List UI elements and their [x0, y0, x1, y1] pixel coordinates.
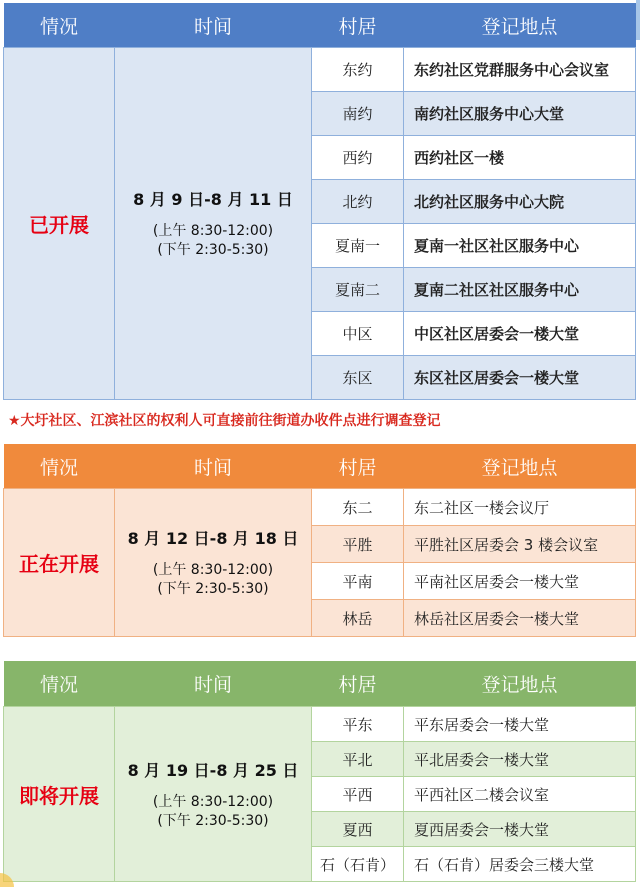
village-cell: 夏西 [312, 812, 404, 847]
village-cell: 中区 [312, 312, 404, 356]
header-location: 登记地点 [404, 3, 636, 48]
location-cell: 夏西居委会一楼大堂 [404, 812, 636, 847]
header-row [4, 3, 636, 48]
village-cell: 平南 [312, 563, 404, 600]
location-cell: 平南社区居委会一楼大堂 [404, 563, 636, 600]
village-cell: 夏南一 [312, 224, 404, 268]
status-cell: 即将开展 [4, 707, 115, 882]
time-pm: (下午 2:30-5:30) [157, 812, 269, 829]
village-cell: 平东 [312, 707, 404, 742]
location-cell: 平东居委会一楼大堂 [404, 707, 636, 742]
location-cell: 西约社区一楼 [404, 136, 636, 180]
header-row [4, 661, 636, 707]
location-cell: 中区社区居委会一楼大堂 [404, 312, 636, 356]
location-cell: 东约社区党群服务中心会议室 [404, 48, 636, 92]
village-cell: 东区 [312, 356, 404, 400]
village-cell: 石（石肯） [312, 847, 404, 882]
edge-decoration [636, 0, 640, 40]
table-row [4, 48, 636, 92]
time-am: (上午 8:30-12:00) [152, 562, 274, 578]
table-row [4, 707, 636, 742]
location-cell: 东二社区一楼会议厅 [404, 489, 636, 526]
village-cell: 林岳 [312, 600, 404, 637]
time-cell [115, 489, 312, 637]
header-time: 时间 [115, 3, 312, 48]
notice-text: ★大圩社区、江滨社区的权利人可直接前往街道办收件点进行调查登记 [8, 413, 441, 429]
location-cell: 夏南二社区社区服务中心 [404, 268, 636, 312]
status-cell: 已开展 [4, 48, 115, 400]
time-cell [115, 707, 312, 882]
village-cell: 平胜 [312, 526, 404, 563]
village-cell: 南约 [312, 92, 404, 136]
date-range: 8 月 9 日-8 月 11 日 [133, 190, 293, 209]
time-am: (上午 8:30-12:00) [152, 793, 274, 810]
header-status: 情况 [4, 3, 115, 48]
location-cell: 南约社区服务中心大堂 [404, 92, 636, 136]
header-time: 时间 [115, 661, 312, 707]
time-pm: (下午 2:30-5:30) [157, 581, 269, 597]
village-cell: 东二 [312, 489, 404, 526]
date-range: 8 月 12 日-8 月 18 日 [127, 529, 299, 548]
village-cell: 东约 [312, 48, 404, 92]
section-upcoming [3, 661, 635, 882]
status-cell: 正在开展 [4, 489, 115, 637]
village-cell: 西约 [312, 136, 404, 180]
village-cell: 北约 [312, 180, 404, 224]
header-status: 情况 [4, 661, 115, 707]
header-row [4, 444, 636, 489]
header-status: 情况 [4, 444, 115, 489]
location-cell: 石（石肯）居委会三楼大堂 [404, 847, 636, 882]
schedule-table-ongoing [3, 444, 636, 637]
header-village: 村居 [312, 661, 404, 707]
section-ongoing [3, 444, 635, 637]
table-row [4, 489, 636, 526]
village-cell: 夏南二 [312, 268, 404, 312]
location-cell: 东区社区居委会一楼大堂 [404, 356, 636, 400]
time-am: (上午 8:30-12:00) [152, 223, 274, 239]
location-cell: 林岳社区居委会一楼大堂 [404, 600, 636, 637]
location-cell: 平西社区二楼会议室 [404, 777, 636, 812]
schedule-table-upcoming [3, 661, 636, 882]
village-cell: 平西 [312, 777, 404, 812]
time-pm: (下午 2:30-5:30) [157, 242, 269, 258]
location-cell: 夏南一社区社区服务中心 [404, 224, 636, 268]
schedule-table-completed [3, 3, 636, 400]
time-cell [115, 48, 312, 400]
header-village: 村居 [312, 3, 404, 48]
header-location: 登记地点 [404, 444, 636, 489]
location-cell: 北约社区服务中心大院 [404, 180, 636, 224]
village-cell: 平北 [312, 742, 404, 777]
section-completed [3, 3, 635, 400]
header-village: 村居 [312, 444, 404, 489]
location-cell: 平北居委会一楼大堂 [404, 742, 636, 777]
location-cell: 平胜社区居委会 3 楼会议室 [404, 526, 636, 563]
header-time: 时间 [115, 444, 312, 489]
date-range: 8 月 19 日-8 月 25 日 [127, 760, 299, 780]
header-location: 登记地点 [404, 661, 636, 707]
